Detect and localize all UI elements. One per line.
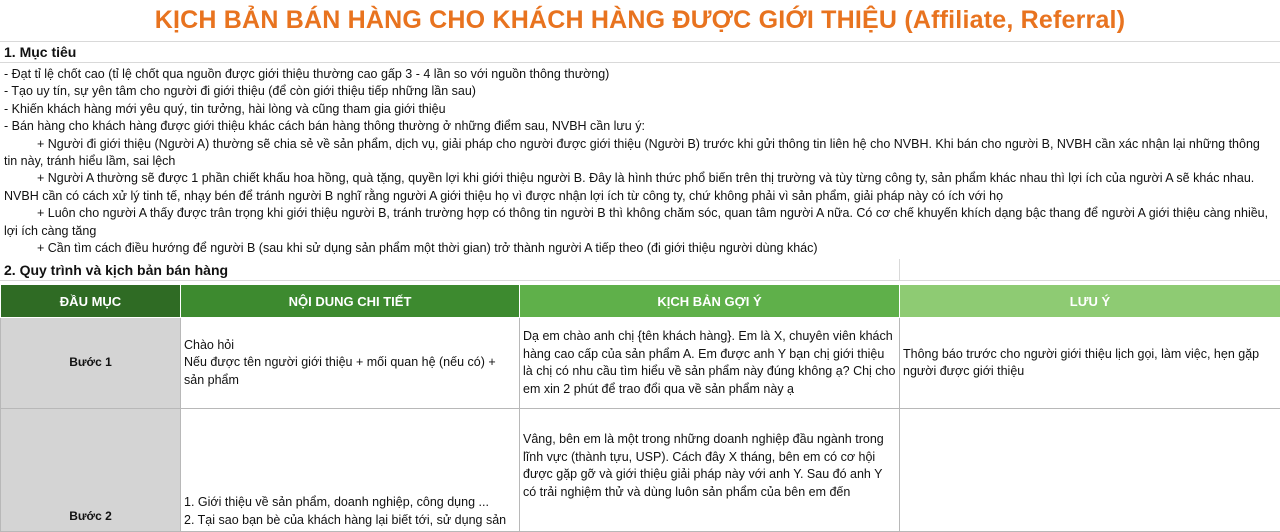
goal-line: - Tạo uy tín, sự yên tâm cho người đi giới thiệu (để còn giới thiệu tiếp những lần sau): [4, 83, 1276, 100]
column-header-note: LƯU Ý: [900, 285, 1280, 318]
section-heading-goals: 1. Mục tiêu: [0, 41, 1280, 63]
script-cell[interactable]: Dạ em chào anh chị {tên khách hàng}. Em là X, chuyên viên khách hàng cao cấp của sản phẩm A. Em được anh Y bạn chị giới thiệu là chị có nhu cầu tìm hiểu về sản phẩm này đúng không ạ? Chị cho em xin 2 phút để trao đổi qua về sản phẩm này ạ: [520, 318, 900, 409]
column-header-script: KỊCH BẢN GỢI Ý: [520, 285, 900, 318]
cell-divider: [899, 259, 900, 281]
goal-line: - Khiến khách hàng mới yêu quý, tin tưởng, hài lòng và cũng tham gia giới thiệu: [4, 101, 1276, 118]
document-title: KỊCH BẢN BÁN HÀNG CHO KHÁCH HÀNG ĐƯỢC GIỚI THIỆU (Affiliate, Referral): [0, 0, 1280, 42]
section-heading-text: 2. Quy trình và kịch bản bán hàng: [4, 262, 228, 278]
goal-point: + Người đi giới thiệu (Người A) thường sẽ chia sẻ về sản phẩm, dịch vụ, giải pháp cho người được giới thiệu (Người B) trước khi gửi thông tin liên hệ cho NVBH. Khi bán cho người B, NVBH cần xác nhận lại những thông tin này, tránh hiểu lầm, sai lệch: [4, 136, 1276, 171]
goal-line: - Đạt tỉ lệ chốt cao (tỉ lệ chốt qua nguồn được giới thiệu thường cao gấp 3 - 4 lần so với nguồn thông thường): [4, 66, 1276, 83]
step-cell[interactable]: Bước 2: [1, 409, 181, 532]
details-cell[interactable]: [181, 409, 520, 532]
sales-script-table: [0, 284, 1280, 532]
goal-line: - Bán hàng cho khách hàng được giới thiệu khác cách bán hàng thông thường ở những điểm sau, NVBH cần lưu ý:: [4, 118, 1276, 135]
detail-line: 1. Giới thiệu về sản phẩm, doanh nghiệp, công dụng ...: [184, 494, 516, 512]
table-header-row: [1, 285, 1280, 318]
detail-line: Chào hỏi: [184, 337, 516, 355]
step-cell[interactable]: Bước 1: [1, 318, 181, 409]
column-header-details: NỘI DUNG CHI TIẾT: [181, 285, 520, 318]
script-cell[interactable]: Vâng, bên em là một trong những doanh nghiệp đầu ngành trong lĩnh vực (thành tựu, USP). Cách đây X tháng, bên em có cơ hội được gặp gỡ và giới thiệu giải pháp này với anh Y. Sau đó anh Y có trải nghiệm thử và dùng luôn sản phẩm của bên em đến: [520, 409, 900, 532]
detail-line: 2. Tại sao bạn bè của khách hàng lại biết tới, sử dụng sản: [184, 512, 516, 530]
detail-line: Nếu được tên người giới thiệu + mối quan hệ (nếu có) + sản phẩm: [184, 354, 516, 389]
goal-point: + Người A thường sẽ được 1 phần chiết khấu hoa hồng, quà tặng, quyền lợi khi giới thiệu người B. Đây là hình thức phổ biến trên thị trường và tùy từng công ty, sản phẩm khác nhau thì lợi ích của người A sẽ khác nhau. NVBH cần có cách xử lý tinh tế, nhạy bén để tránh người B nghĩ rằng người A giới thiệu họ vì được nhận lợi ích từ công ty, chứ không phải vì sản phẩm, giải pháp này có ích với họ: [4, 170, 1276, 205]
note-cell[interactable]: [900, 409, 1280, 532]
goals-block: [0, 63, 1280, 259]
table-row: [1, 409, 1280, 532]
details-cell[interactable]: [181, 318, 520, 409]
goal-point: + Luôn cho người A thấy được trân trọng khi giới thiệu người B, tránh trường hợp có thông tin người B thì không chăm sóc, quan tâm người A nữa. Có cơ chế khuyến khích dạng bậc thang để người A giới thiệu càng nhiều, lợi ích càng tăng: [4, 205, 1276, 240]
goal-point: + Cần tìm cách điều hướng để người B (sau khi sử dụng sản phẩm một thời gian) trở thành người A tiếp theo (đi giới thiệu người dùng khác): [4, 240, 1276, 257]
table-row: [1, 318, 1280, 409]
note-cell[interactable]: Thông báo trước cho người giới thiệu lịch gọi, làm việc, hẹn gặp người được giới thiệu: [900, 318, 1280, 409]
column-header-step: ĐẦU MỤC: [1, 285, 181, 318]
section-heading-process: [0, 259, 1280, 281]
